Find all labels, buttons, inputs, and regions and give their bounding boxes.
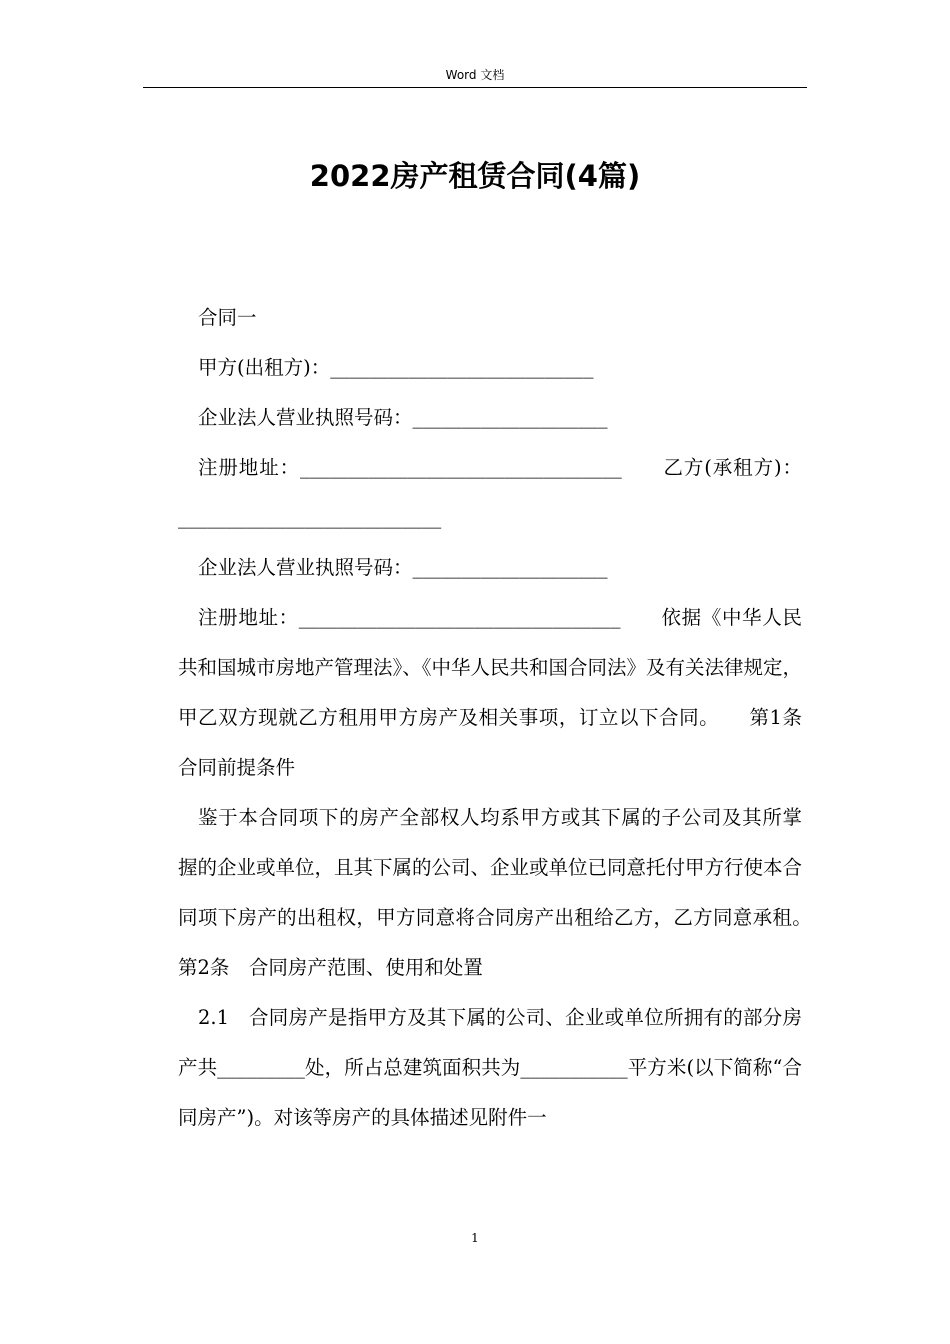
party-a-address-and-party-b-line: 注册地址：_________________________________ 乙方(承租方)：___________________________ — [178, 456, 802, 529]
party-a-license-line: 企业法人营业执照号码：____________________ — [198, 406, 608, 429]
party-b-address-and-basis-paragraph: 注册地址：_________________________________ 依据《中华人民共和国城市房地产管理法》、《中华人民共和国合同法》及有关法律规定，甲乙双方现就乙方租用甲方房产及相关事项，订立以下合同。 第1条 合同前提条件 — [178, 606, 822, 779]
contract-heading: 合同一 — [198, 306, 257, 329]
party-a-line: 甲方(出租方)：___________________________ — [198, 356, 594, 379]
page-header: Word 文档 — [445, 68, 505, 82]
document-title: 2022房产租赁合同(4篇) — [309, 159, 641, 193]
party-b-license-line: 企业法人营业执照号码：____________________ — [198, 556, 608, 579]
page-number: 1 — [471, 1231, 479, 1245]
premise-paragraph: 鉴于本合同项下的房产全部权人均系甲方或其下属的子公司及其所掌握的企业或单位，且其下属的公司、企业或单位已同意托付甲方行使本合同项下房产的出租权，甲方同意将合同房产出租给乙方，乙方同意承租。 第2条 合同房产范围、使用和处置 — [178, 806, 842, 979]
header-divider — [143, 87, 807, 88]
document-body — [178, 293, 842, 1143]
clause-2-1-paragraph: 2.1 合同房产是指甲方及其下属的公司、企业或单位所拥有的部分房产共_________处，所占总建筑面积共为___________平方米(以下简称“合同房产”)。对该等房产的具体描述见附件一 — [178, 1006, 802, 1129]
